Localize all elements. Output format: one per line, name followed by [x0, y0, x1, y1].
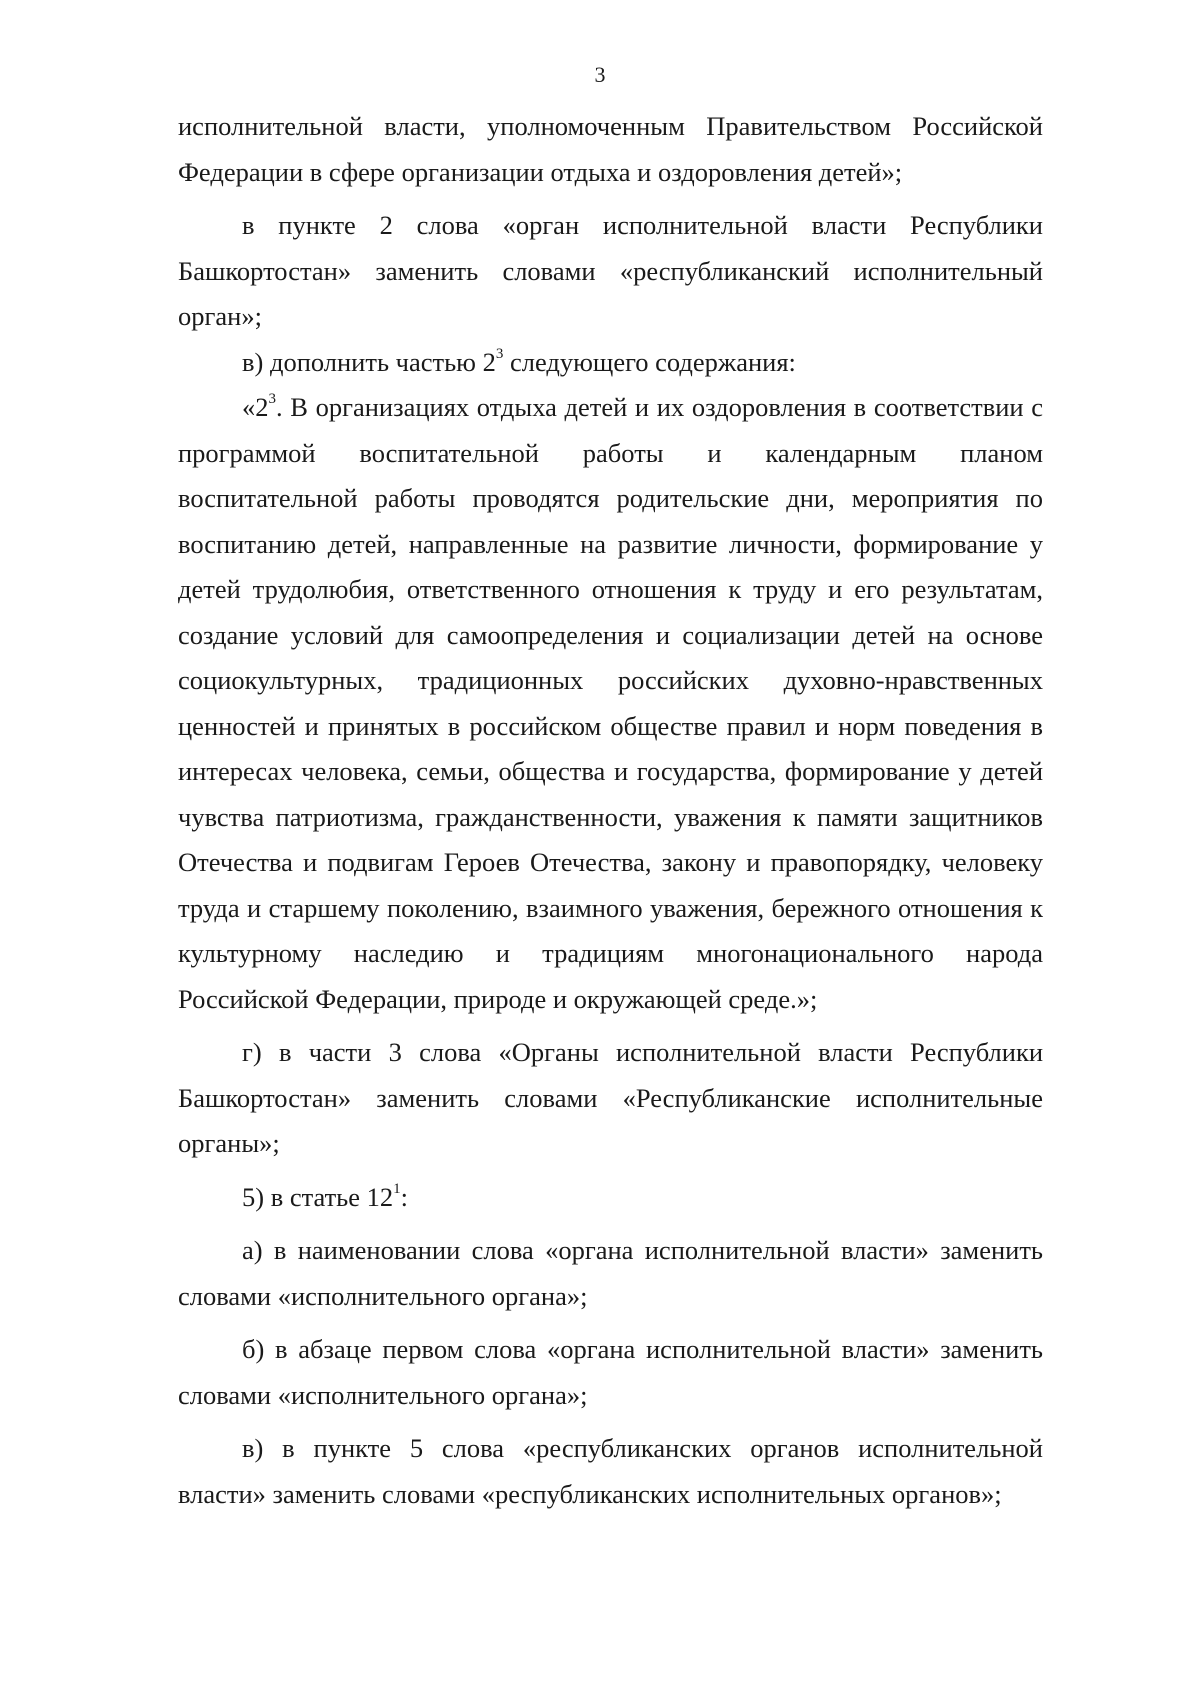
paragraph-part-2-3: «$2^3$. В организациях отдыха детей и их оздоровления в соответствии с программой воспитательной работы и календарным планом воспитательной работы проводятся родительские дни, мероприятия по воспитанию детей, направленные на развитие личности, формирование у детей трудолюбия, ответственного отношения к труду и его результатам, создание условий для самоопределения и социализации детей на основе социокультурных, традиционных российских духовно-нравственных ценностей и принятых в российском обществе правил и норм поведения в интересах человека, семьи, общества и государства, формирование у детей чувства патриотизма, гражданственности, уважения к памяти защитников Отечества и подвигам Героев Отечества, закону и правопорядку, человеку труда и старшему поколению, взаимного уважения, бережного отношения к культурному наследию и традициям многонационального народа Российской Федерации, природе и окружающей среде.»;: [178, 391, 1043, 1014]
paragraph-article-12-1: 5) в статье $12^1$:: [242, 1180, 409, 1212]
paragraph-item-v: в) дополнить частью $2^3$ следующего содержания:: [242, 345, 796, 377]
page-number: 3: [594, 62, 606, 87]
paragraph-item-v-point-5: в) в пункте 5 слова «республиканских органов исполнительной власти» заменить словами «республиканских исполнительных органов»;: [178, 1433, 1043, 1509]
document-body: [178, 104, 1043, 1517]
paragraph-item-a: а) в наименовании слова «органа исполнительной власти» заменить словами «исполнительного органа»;: [178, 1235, 1043, 1311]
paragraph-item-b: б) в абзаце первом слова «органа исполнительной власти» заменить словами «исполнительного органа»;: [178, 1334, 1043, 1410]
paragraph-item-g: г) в части 3 слова «Органы исполнительной власти Республики Башкортостан» заменить словами «Республиканские исполнительные органы»;: [178, 1037, 1043, 1158]
paragraph-continuation: исполнительной власти, уполномоченным Правительством Российской Федерации в сфере организации отдыха и оздоровления детей»;: [178, 111, 1043, 187]
paragraph-point-2: в пункте 2 слова «орган исполнительной власти Республики Башкортостан» заменить словами «республиканский исполнительный орган»;: [178, 210, 1043, 331]
